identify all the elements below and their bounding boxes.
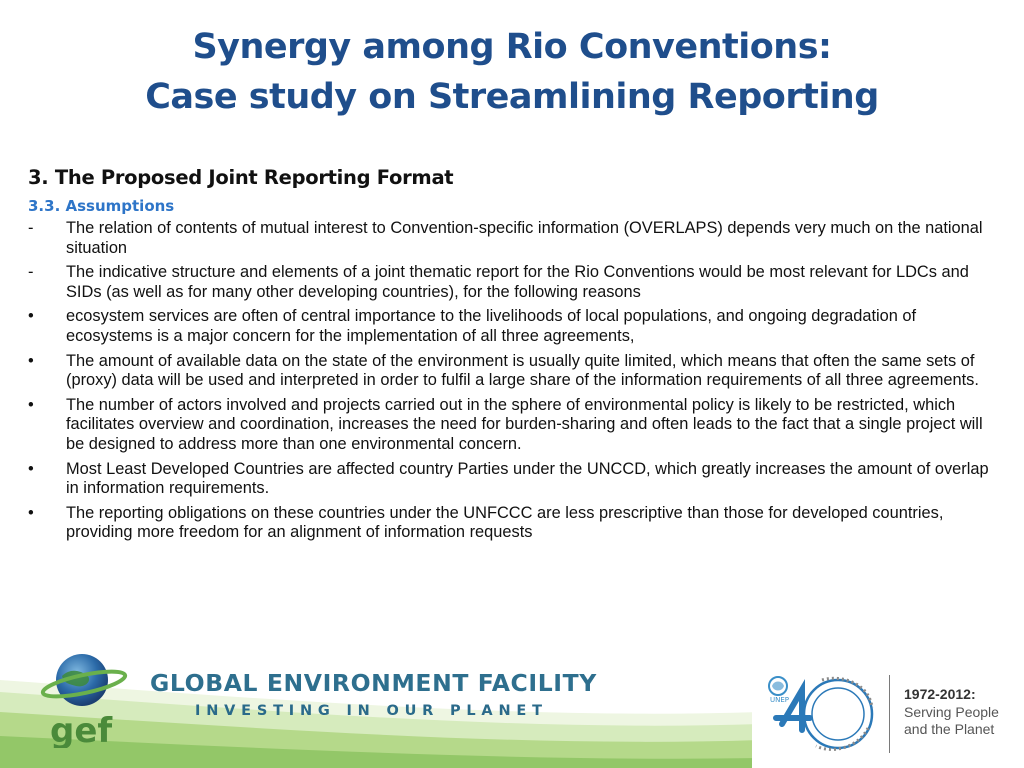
title-line-1: Synergy among Rio Conventions:: [192, 27, 832, 67]
list-item-text: Most Least Developed Countries are affected country Parties under the UNCCD, which greatly increases the amount of overlap in information requirements.: [66, 459, 989, 498]
list-item-text: The reporting obligations on these countries under the UNFCCC are less prescriptive than those for developed countries, providing more freedom for an alignment of information requests: [66, 503, 944, 542]
list-item-text: The indicative structure and elements of a joint thematic report for the Rio Conventions would be most relevant for LDCs and SIDs (as well as for many other developing countries), for the following reasons: [66, 263, 969, 301]
list-item: [28, 219, 998, 258]
dash-marker: -: [28, 263, 34, 282]
list-item: [28, 352, 998, 391]
bullet-marker: •: [28, 503, 34, 522]
list-item-text: The number of actors involved and projects carried out in the sphere of environmental policy is likely to be restricted, which facilitates overview and coordination, increases the need for burden-sharing and often leads to the fact that a single project will be designed to address more than one environmental concern.: [66, 395, 983, 453]
bullet-marker: •: [28, 395, 34, 414]
unep-40-logo: [762, 668, 892, 758]
svg-text:UNEP: UNEP: [770, 696, 790, 704]
slide-body: [28, 164, 998, 543]
list-item-text: The amount of available data on the state of the environment is usually quite limited, which means that often the same sets of (proxy) data will be used and interpreted in order to fulfil a large share of the information requirements of all three agreements.: [66, 351, 979, 390]
list-item-text: The relation of contents of mutual interest to Convention-specific information (OVERLAPS) depends very much on the national situation: [66, 219, 983, 257]
sub-heading: 3.3. Assumptions: [28, 197, 175, 215]
list-item: [28, 504, 998, 543]
svg-text:gef: gef: [50, 711, 113, 748]
title-line-2: Case study on Streamlining Reporting: [145, 77, 879, 117]
anniversary-line-2: and the Planet: [904, 721, 995, 737]
list-item: [28, 263, 998, 302]
list-item: [28, 307, 998, 346]
list-item-text: ecosystem services are often of central importance to the livelihoods of local populations, and ongoing degradation of ecosystems is a major concern for the implementation of all three agreements,: [66, 307, 917, 345]
gef-name: GLOBAL ENVIRONMENT FACILITY: [150, 669, 597, 697]
dash-marker: -: [28, 219, 34, 237]
gef-logo: [40, 648, 130, 748]
bullet-marker: •: [28, 307, 34, 326]
gef-tagline: INVESTING IN OUR PLANET: [195, 703, 548, 719]
bullet-marker: •: [28, 459, 34, 478]
slide-title: [0, 22, 1024, 122]
bullet-marker: •: [28, 351, 34, 370]
list-item: [28, 396, 998, 455]
vertical-divider: [889, 675, 890, 753]
anniversary-line-1: Serving People: [904, 704, 999, 720]
anniversary-years: 1972-2012:: [904, 686, 976, 702]
list-item: [28, 460, 998, 499]
section-heading: 3. The Proposed Joint Reporting Format: [28, 166, 454, 189]
